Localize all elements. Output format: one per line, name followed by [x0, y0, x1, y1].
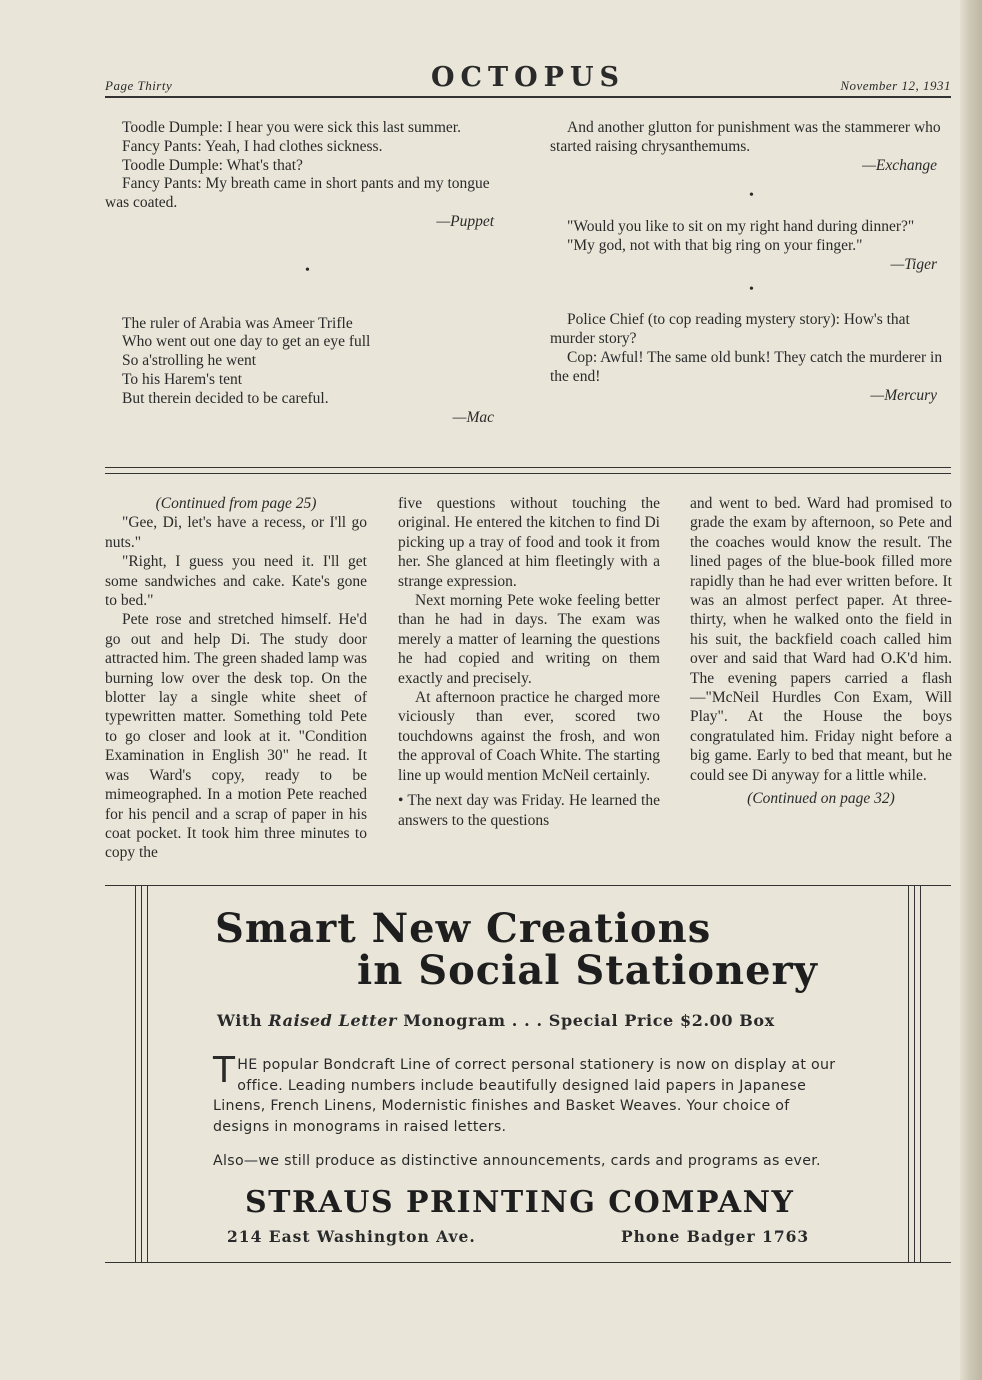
ad-subheadline: [217, 1011, 775, 1030]
masthead: OCTOPUS: [431, 62, 625, 93]
ad-border-line: [914, 885, 915, 1263]
ad-border-line: [141, 885, 142, 1263]
joke-source: —Exchange: [862, 156, 937, 174]
verse-line: The ruler of Arabia was Ameer Trifle: [122, 314, 353, 332]
ad-sub-post: Monogram . . . Special Price $2.00 Box: [397, 1011, 775, 1030]
stationery-advertisement: [105, 885, 951, 1263]
continued-from: (Continued from page 25): [155, 495, 317, 512]
continued-on: (Continued on page 32): [747, 790, 895, 808]
story-paragraph: At afternoon practice he charged more viciously than ever, scored two touchdowns against the frosh, and won the approval of Coach White. The starting line up would mention McNeil certainly.: [398, 689, 660, 784]
joke-line: "My god, not with that big ring on your finger.": [567, 236, 863, 254]
ad-bottom-rule: [105, 1262, 951, 1263]
separator-bullet: •: [749, 281, 754, 297]
ad-sub-emphasis: Raised Letter: [268, 1011, 398, 1030]
section-divider: [105, 467, 951, 474]
ad-border-line: [135, 885, 136, 1263]
issue-date: November 12, 1931: [840, 78, 951, 93]
story-paragraph: "Right, I guess you need it. I'll get some sandwiches and cake. Kate's gone to bed.": [105, 553, 367, 610]
verse-line: To his Harem's tent: [122, 370, 243, 388]
joke-line: Fancy Pants: My breath came in short pants and my tongue was coated.: [105, 175, 490, 212]
company-phone: Phone Badger 1763: [621, 1227, 810, 1246]
jokes-right-column: [550, 119, 953, 405]
separator-bullet: •: [305, 262, 310, 278]
joke-source: —Puppet: [436, 212, 494, 230]
joke-source: —Mercury: [870, 386, 937, 404]
story-paragraph: Next morning Pete woke feeling better than he had in days. The exam was merely a matter of learning the questions he had copied and writing on them exactly and precisely.: [398, 592, 660, 687]
company-name: STRAUS PRINTING COMPANY: [245, 1185, 795, 1220]
joke-source: —Tiger: [890, 255, 937, 273]
joke-text: And another glutton for punishment was the stammerer who started raising chrysanthemums.: [550, 119, 941, 155]
joke-line: Toodle Dumple: What's that?: [122, 156, 303, 174]
ad-headline-2: in Social Stationery: [357, 947, 818, 994]
joke-line: Cop: Awful! The same old bunk! They catch the murderer in the end!: [550, 348, 943, 385]
ad-paragraph: [213, 1050, 841, 1137]
page-edge: [960, 0, 982, 1380]
ad-border-line: [908, 885, 909, 1263]
ad-sub-pre: With: [217, 1011, 269, 1030]
drop-cap: T: [213, 1050, 236, 1091]
joke-line: Fancy Pants: Yeah, I had clothes sickness.: [122, 137, 383, 155]
ad-body: [213, 1050, 841, 1172]
page-number: Page Thirty: [105, 78, 173, 93]
separator-bullet: •: [749, 188, 754, 204]
company-address: 214 East Washington Ave.: [227, 1227, 476, 1246]
ad-border-line: [147, 885, 148, 1263]
joke-line: Toodle Dumple: I hear you were sick this last summer.: [122, 119, 461, 136]
ad-top-rule: [105, 885, 951, 886]
page-header: [105, 62, 951, 98]
verse-line: So a'strolling he went: [122, 352, 257, 370]
story-column-3: [690, 494, 952, 809]
header-rule: [105, 96, 951, 98]
story-paragraph: and went to bed. Ward had promised to grade the exam by afternoon, so Pete and the coaches would know the result. The lined pages of the blue-book filled more rapidly than he had ever written before. It was an almost perfect paper. At three-thirty, when he walked onto the field in his suit, the backfield coach called him over and said that Ward had O.K'd him. The evening papers carried a flash—"McNeil Hurdles Con Exam, Will Play". At the House the boys congratulated him. Friday night before a big game. Early to bed that meant, but he could see Di anyway for a little while.: [690, 495, 952, 784]
verse-line: Who went out one day to get an eye full: [122, 333, 371, 351]
joke-line: "Would you like to sit on my right hand during dinner?": [567, 218, 915, 236]
story-column-1: [105, 494, 367, 863]
ad-body-text: HE popular Bondcraft Line of correct personal stationery is now on display at our office. Leading numbers include beautifully designed laid papers in Japanese Linens, French Linens, Modernistic finishes and Basket Weaves. Your choice of designs in monograms in raised letters.: [213, 1057, 836, 1135]
story-paragraph: • The next day was Friday. He learned the answers to the questions: [398, 792, 660, 829]
ad-also-text: Also—we still produce as distinctive announcements, cards and programs as ever.: [213, 1153, 821, 1169]
verse: [122, 315, 510, 409]
story-paragraph: Pete rose and stretched himself. He'd go out and help Di. The study door attracted him. The green shaded lamp was burning low over the desk top. On the blotter lay a single white sheet of typewritten matter. Something told Pete to go closer and look at it. "Condition Examination in English 30" he read. It was Ward's copy, ready to be mimeographed. In a motion Pete reached for his pencil and a scrap of paper in his coat pocket. It took him three minutes to copy the: [105, 611, 367, 862]
verse-line: But therein decided to be careful.: [122, 389, 329, 407]
joke-line: Police Chief (to cop reading mystery story): How's that murder story?: [550, 311, 910, 348]
jokes-left-column: [105, 119, 510, 427]
ad-border-line: [920, 885, 921, 1263]
story-paragraph: "Gee, Di, let's have a recess, or I'll go nuts.": [105, 514, 367, 551]
story-paragraph: five questions without touching the original. He entered the kitchen to find Di picking up a tray of food and took it from her. She glanced at him fleetingly with a strange expression.: [398, 495, 660, 590]
ad-headline-1: Smart New Creations: [215, 905, 712, 952]
verse-source: —Mac: [452, 408, 494, 426]
story-column-2: [398, 494, 660, 830]
